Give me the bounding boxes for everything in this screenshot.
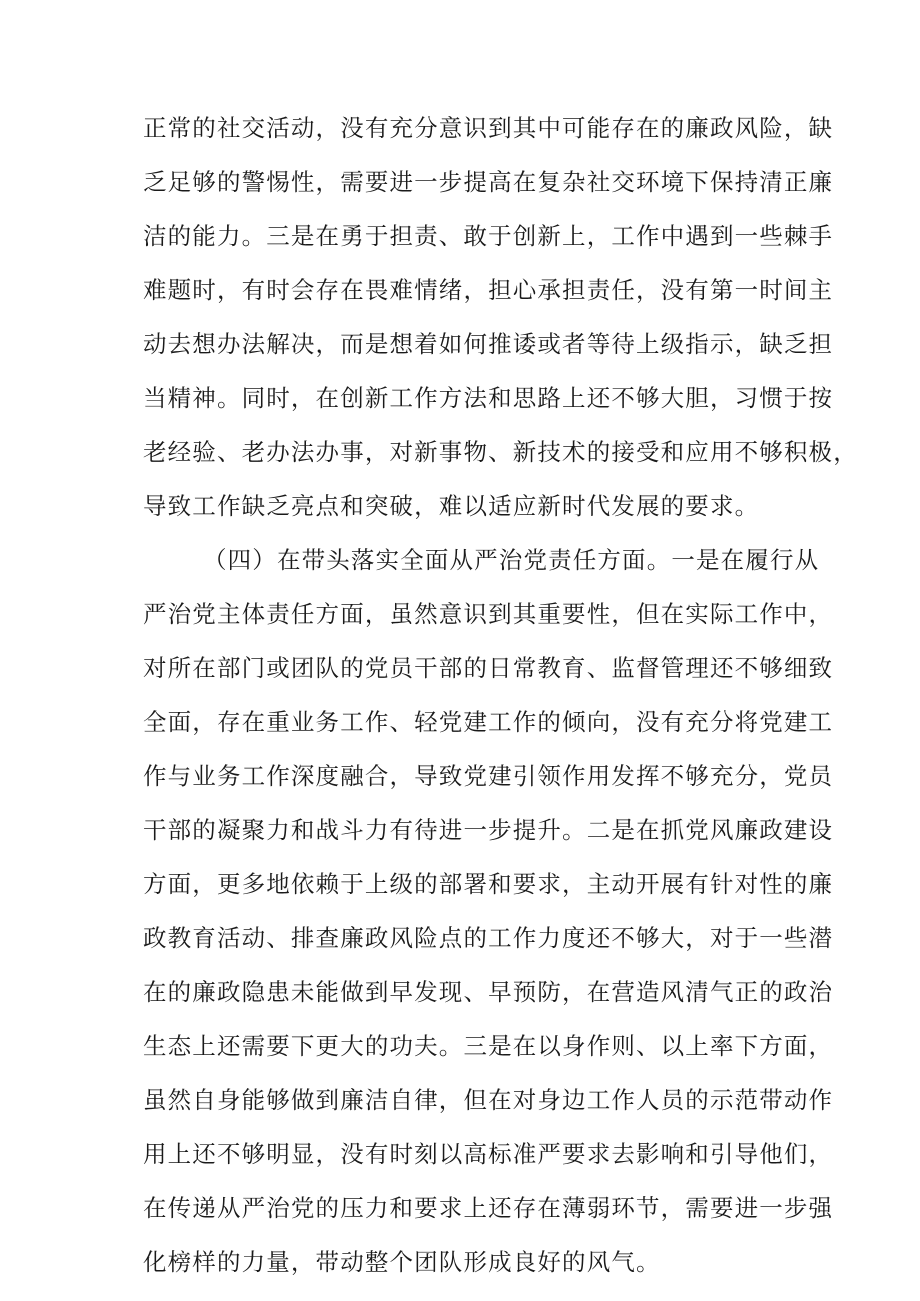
text-line: 在传递从严治党的压力和要求上还存在薄弱环节，需要进一步强 — [143, 1194, 834, 1222]
text-line: 当精神。同时，在创新工作方法和思路上还不够大胆，习惯于按 — [143, 384, 834, 412]
text-line: 洁的能力。三是在勇于担责、敢于创新上，工作中遇到一些棘手 — [143, 222, 834, 250]
text-line: 难题时，有时会存在畏难情绪，担心承担责任，没有第一时间主 — [143, 276, 834, 304]
text-line: 方面，更多地依赖于上级的部署和要求，主动开展有针对性的廉 — [143, 870, 834, 898]
text-line: 全面，存在重业务工作、轻党建工作的倾向，没有充分将党建工 — [143, 708, 834, 736]
text-line: 化榜样的力量，带动整个团队形成良好的风气。 — [143, 1248, 661, 1276]
text-line: 用上还不够明显，没有时刻以高标准严要求去影响和引导他们， — [143, 1140, 834, 1168]
text-line: 在的廉政隐患未能做到早发现、早预防，在营造风清气正的政治 — [143, 978, 834, 1006]
text-line: 作与业务工作深度融合，导致党建引领作用发挥不够充分，党员 — [143, 762, 834, 790]
text-line: 严治党主体责任方面，虽然意识到其重要性，但在实际工作中， — [143, 600, 834, 628]
text-line: 政教育活动、排查廉政风险点的工作力度还不够大，对于一些潜 — [143, 924, 834, 952]
text-line: 生态上还需要下更大的功夫。三是在以身作则、以上率下方面， — [143, 1032, 834, 1060]
text-line: 乏足够的警惕性，需要进一步提高在复杂社交环境下保持清正廉 — [143, 168, 834, 196]
text-line: 对所在部门或团队的党员干部的日常教育、监督管理还不够细致 — [143, 654, 834, 682]
text-line: 虽然自身能够做到廉洁自律，但在对身边工作人员的示范带动作 — [143, 1086, 834, 1114]
text-line: 干部的凝聚力和战斗力有待进一步提升。二是在抓党风廉政建设 — [143, 816, 834, 844]
text-line: 正常的社交活动，没有充分意识到其中可能存在的廉政风险，缺 — [143, 114, 834, 142]
section-heading-line: （四）在带头落实全面从严治党责任方面。一是在履行从 — [203, 546, 820, 574]
text-line: 动去想办法解决，而是想着如何推诿或者等待上级指示，缺乏担 — [143, 330, 834, 358]
text-line: 导致工作缺乏亮点和突破，难以适应新时代发展的要求。 — [143, 492, 760, 520]
text-line: 老经验、老办法办事，对新事物、新技术的接受和应用不够积极， — [143, 438, 858, 466]
